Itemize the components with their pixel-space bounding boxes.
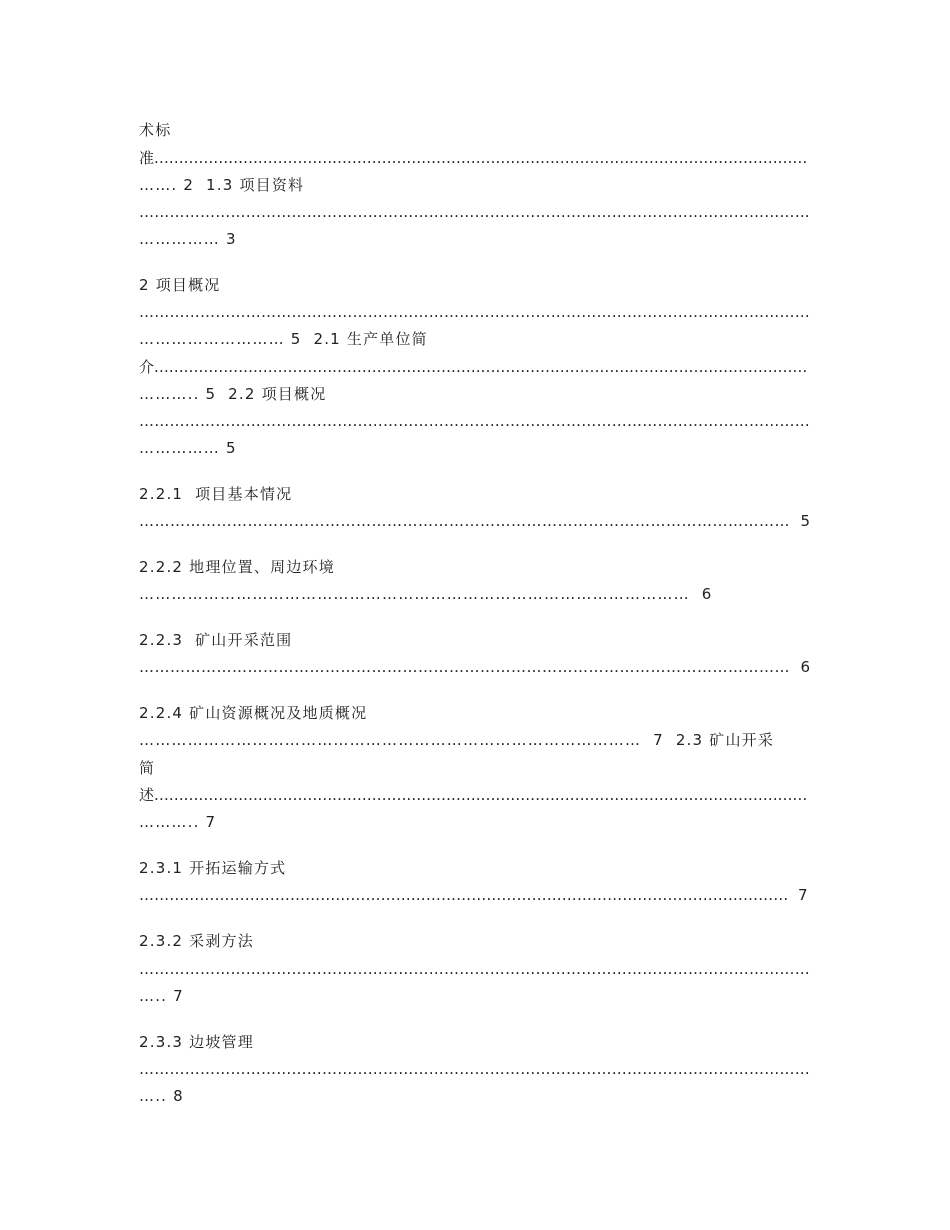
toc-line: 简	[139, 759, 156, 777]
toc-line: 2.3.2 采剥方法	[139, 932, 254, 950]
toc-line: 准……………………………………………………………………………………………………………………	[139, 149, 808, 167]
toc-line: ……………………………………………………………………………………………………………… 6	[139, 658, 811, 676]
toc-line: ……………………………………………………………………………………………………………………	[139, 960, 810, 978]
toc-line: 述……………………………………………………………………………………………………………………	[139, 786, 808, 804]
toc-line: 2 项目概况	[139, 276, 221, 294]
toc-line: 2.2.4 矿山资源概况及地质概况	[139, 704, 368, 722]
toc-line: 2.2.3 矿山开采范围	[139, 631, 293, 649]
toc-line: ……………………………………………………………………………………………………………………	[139, 1060, 810, 1078]
toc-line: ……………………… 5 2.1 生产单位简	[139, 330, 428, 348]
toc-line: 介……………………………………………………………………………………………………………………	[139, 358, 808, 376]
toc-line: ……………………………………………………………………………………………………………………	[139, 203, 810, 221]
toc-line: …………… 5	[139, 439, 237, 457]
toc-line: ………………………………………………………………………………………………………………… 7	[139, 886, 808, 904]
toc-line: 2.2.1 项目基本情况	[139, 485, 293, 503]
toc-line: ……….. 5 2.2 项目概况	[139, 385, 327, 403]
toc-line: 术标	[139, 121, 172, 139]
toc-line: ……….. 7	[139, 813, 217, 831]
toc-line: ……………………………………………………………………………………………………………………	[139, 412, 810, 430]
toc-line: …………… 3	[139, 230, 237, 248]
toc-line: ……. 2 1.3 项目资料	[139, 176, 305, 194]
toc-line: 2.3.3 边坡管理	[139, 1033, 254, 1051]
toc-line: 2.2.2 地理位置、周边环境	[139, 558, 335, 576]
toc-line: ….. 8	[139, 1087, 184, 1105]
toc-line: ……………………………………………………………………………………………………………………	[139, 303, 810, 321]
toc-line: ….. 7	[139, 987, 184, 1005]
toc-line: 2.3.1 开拓运输方式	[139, 859, 287, 877]
toc-line: ………………………………………………………………………………………… 6	[139, 585, 713, 603]
toc-line: ……………………………………………………………………………………………………………… 5	[139, 512, 811, 530]
toc-line: ………………………………………………………………………………… 7 2.3 矿山开采	[139, 731, 775, 749]
